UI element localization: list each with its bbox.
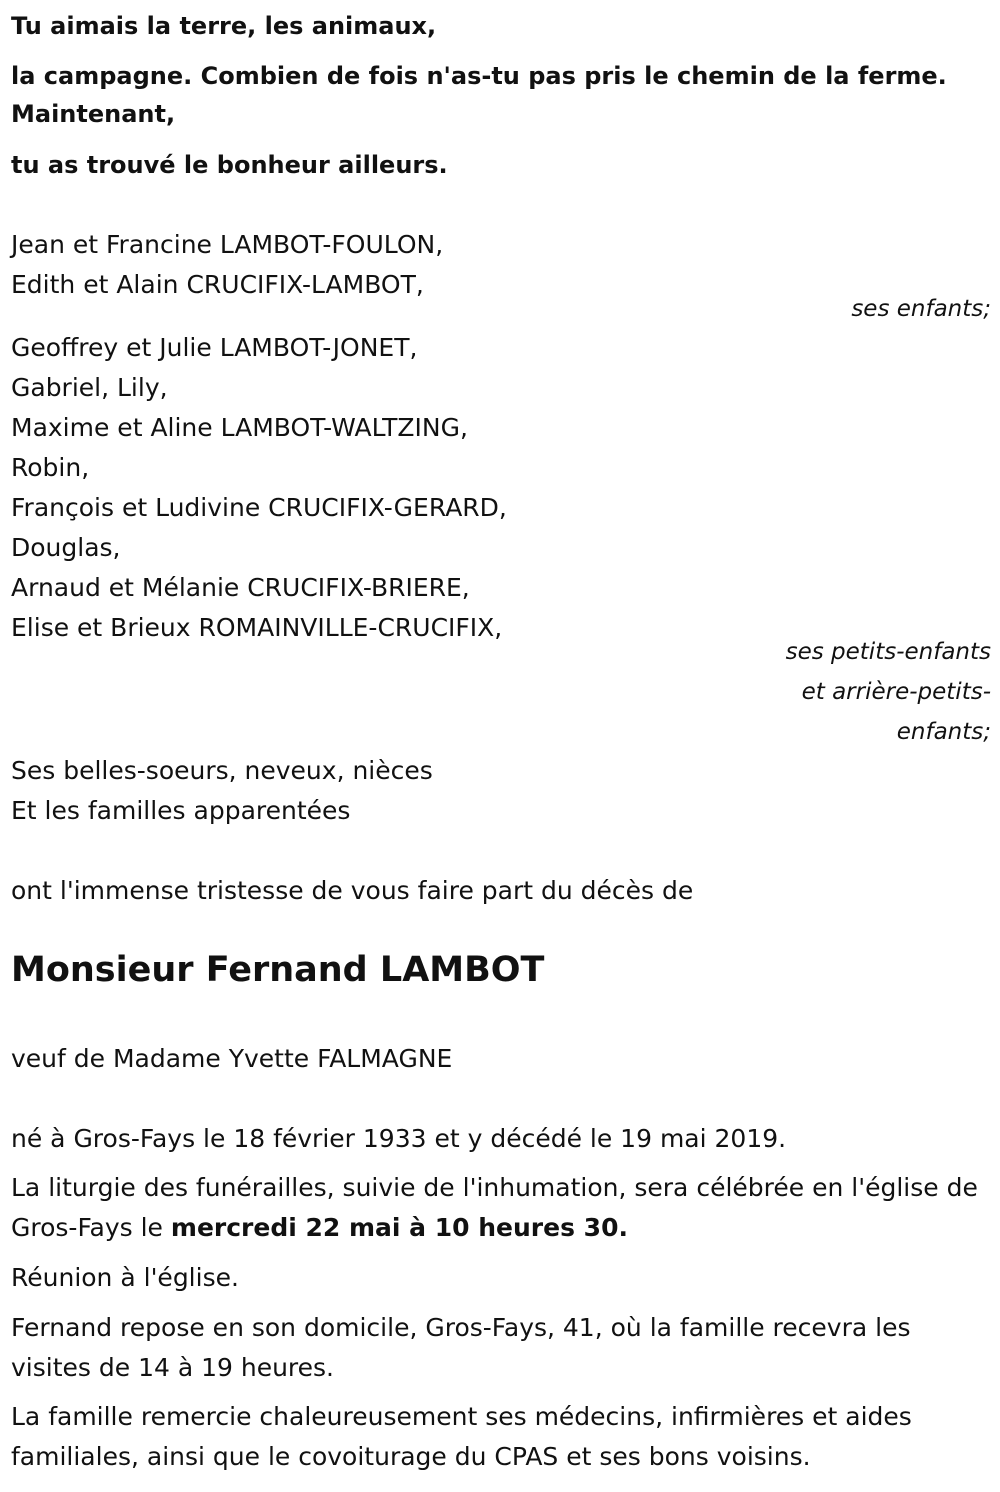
poem-line-2-block [11,57,991,133]
grandchildren-role-line: ses petits-enfants [785,639,991,665]
birth-death: né à Gros-Fays le 18 février 1933 et y décédé le 19 mai 2019. [11,1124,787,1153]
grandchildren-role-line: enfants; [896,719,991,745]
relatives-line: Et les familles apparentées [11,796,351,825]
deceased-name: Monsieur Fernand LAMBOT [11,950,545,990]
relatives-list [11,751,433,831]
grandchild-name: Douglas, [11,533,121,562]
meeting: Réunion à l'église. [11,1263,239,1292]
visiting: Fernand repose en son domicile, Gros-Fays, 41, où la famille recevra les visites de 14 à 19 heures. [11,1313,911,1382]
grandchild-name: Geoffrey et Julie LAMBOT-JONET, [11,333,418,362]
grandchildren-list [11,328,507,648]
liturgy-paragraph [11,1168,986,1248]
poem-line-2: la campagne. Combien de fois n'as-tu pas pris le chemin de la ferme. Maintenant, [11,62,947,128]
thanks: La famille remercie chaleureusement ses médecins, infirmières et aides familiales, ainsi que le covoiturage du CPAS et ses bons voisins. [11,1402,912,1471]
grandchild-name: Arnaud et Mélanie CRUCIFIX-BRIERE, [11,573,470,602]
poem [11,7,991,45]
poem-line-3: tu as trouvé le bonheur ailleurs. [11,151,448,179]
grandchildren-role-line: et arrière-petits- [801,679,991,705]
child-name: Jean et Francine LAMBOT-FOULON, [11,230,444,259]
liturgy-text: La liturgie des funérailles, suivie de l'inhumation, sera célébrée en l'église de Gros-Fays le [11,1173,978,1242]
grandchild-name: François et Ludivine CRUCIFIX-GERARD, [11,493,507,522]
poem-line-1: Tu aimais la terre, les animaux, [11,12,437,40]
grandchild-name: Maxime et Aline LAMBOT-WALTZING, [11,413,468,442]
child-name: Edith et Alain CRUCIFIX-LAMBOT, [11,270,424,299]
grandchild-name: Elise et Brieux ROMAINVILLE-CRUCIFIX, [11,613,503,642]
liturgy-date-time: mercredi 22 mai à 10 heures 30. [170,1213,628,1242]
grandchild-name: Robin, [11,453,90,482]
grandchildren-role [11,632,991,752]
relatives-line: Ses belles-soeurs, neveux, nièces [11,756,433,785]
widower-of: veuf de Madame Yvette FALMAGNE [11,1044,453,1073]
children-role: ses enfants; [851,296,991,322]
grandchild-name: Gabriel, Lily, [11,373,168,402]
announcement: ont l'immense tristesse de vous faire part du décès de [11,876,694,905]
poem-line-3-block [11,146,991,184]
